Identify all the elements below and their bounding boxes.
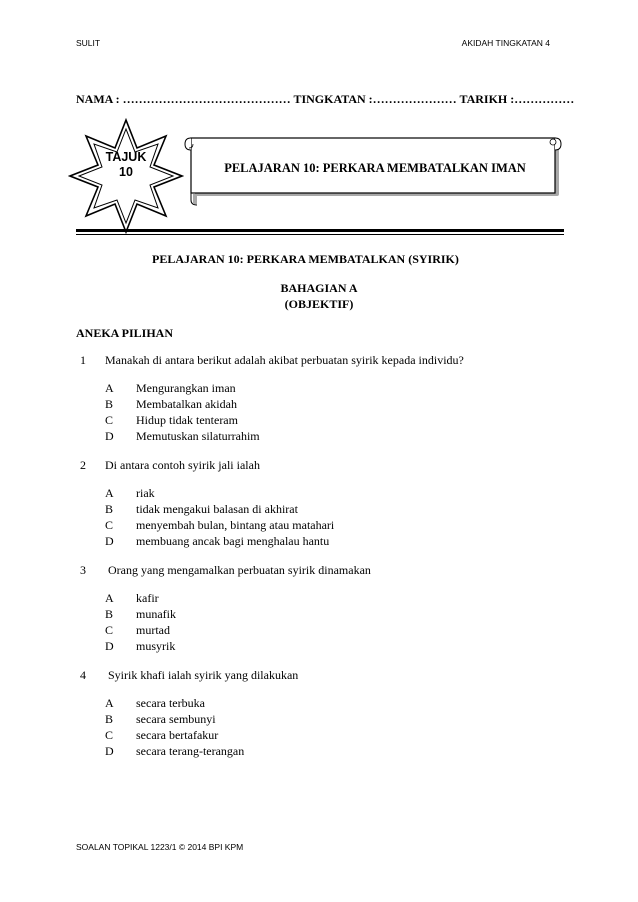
banner-title: PELAJARAN 10: PERKARA MEMBATALKAN IMAN — [224, 161, 526, 175]
question-number: 2 — [80, 458, 86, 472]
question-text: Orang yang mengamalkan perbuatan syirik dinamakan — [108, 563, 371, 577]
lesson-heading: PELAJARAN 10: PERKARA MEMBATALKAN (SYIRIK) — [152, 252, 459, 266]
option-text: secara bertafakur — [136, 728, 219, 742]
option-text: Hidup tidak tenteram — [136, 413, 238, 427]
option-text: murtad — [136, 623, 170, 637]
divider-thin — [76, 234, 564, 235]
option-text: riak — [136, 486, 155, 500]
option-text: secara terbuka — [136, 696, 205, 710]
option-letter: A — [105, 696, 114, 710]
question-text: Syirik khafi ialah syirik yang dilakukan — [108, 668, 299, 682]
part-title: ANEKA PILIHAN — [76, 326, 174, 340]
footer-text: SOALAN TOPIKAL 1223/1 © 2014 BPI KPM — [76, 842, 244, 852]
option-letter: D — [105, 744, 114, 758]
question-number: 1 — [80, 353, 86, 367]
option-letter: D — [105, 534, 114, 548]
option-letter: C — [105, 623, 114, 637]
option-letter: A — [105, 486, 114, 500]
option-letter: C — [105, 728, 114, 742]
option-text: tidak mengakui balasan di akhirat — [136, 502, 298, 516]
option-letter: C — [105, 413, 114, 427]
option-text: munafik — [136, 607, 176, 621]
option-letter: A — [105, 381, 114, 395]
option-letter: B — [105, 502, 114, 516]
section-title: BAHAGIAN A — [280, 281, 358, 295]
option-text: secara terang-terangan — [136, 744, 245, 758]
divider-thick — [76, 229, 564, 232]
question-number: 3 — [80, 563, 86, 577]
header-right: AKIDAH TINGKATAN 4 — [461, 38, 550, 48]
topic-badge-label: TAJUK — [105, 150, 147, 164]
option-letter: B — [105, 712, 114, 726]
option-text: Memutuskan silaturrahim — [136, 429, 260, 443]
topic-badge — [94, 150, 158, 180]
option-letter: A — [105, 591, 114, 605]
topic-badge-number: 10 — [119, 165, 133, 179]
option-text: menyembah bulan, bintang atau matahari — [136, 518, 335, 532]
question-text: Manakah di antara berikut adalah akibat perbuatan syirik kepada individu? — [105, 353, 464, 367]
student-info-line: NAMA : …………………………………… TINGKATAN :………………… TARIKH :…………… — [76, 92, 575, 106]
option-text: Mengurangkan iman — [136, 381, 236, 395]
section-subtitle: (OBJEKTIF) — [284, 297, 354, 311]
option-letter: D — [105, 429, 114, 443]
header-left: SULIT — [76, 38, 101, 48]
option-letter: B — [105, 607, 114, 621]
question-text: Di antara contoh syirik jali ialah — [105, 458, 260, 472]
option-text: membuang ancak bagi menghalau hantu — [136, 534, 330, 548]
option-text: musyrik — [136, 639, 176, 653]
option-text: Membatalkan akidah — [136, 397, 237, 411]
option-letter: D — [105, 639, 114, 653]
option-text: kafir — [136, 591, 159, 605]
question-number: 4 — [80, 668, 86, 682]
option-letter: C — [105, 518, 114, 532]
option-letter: B — [105, 397, 114, 411]
option-text: secara sembunyi — [136, 712, 216, 726]
